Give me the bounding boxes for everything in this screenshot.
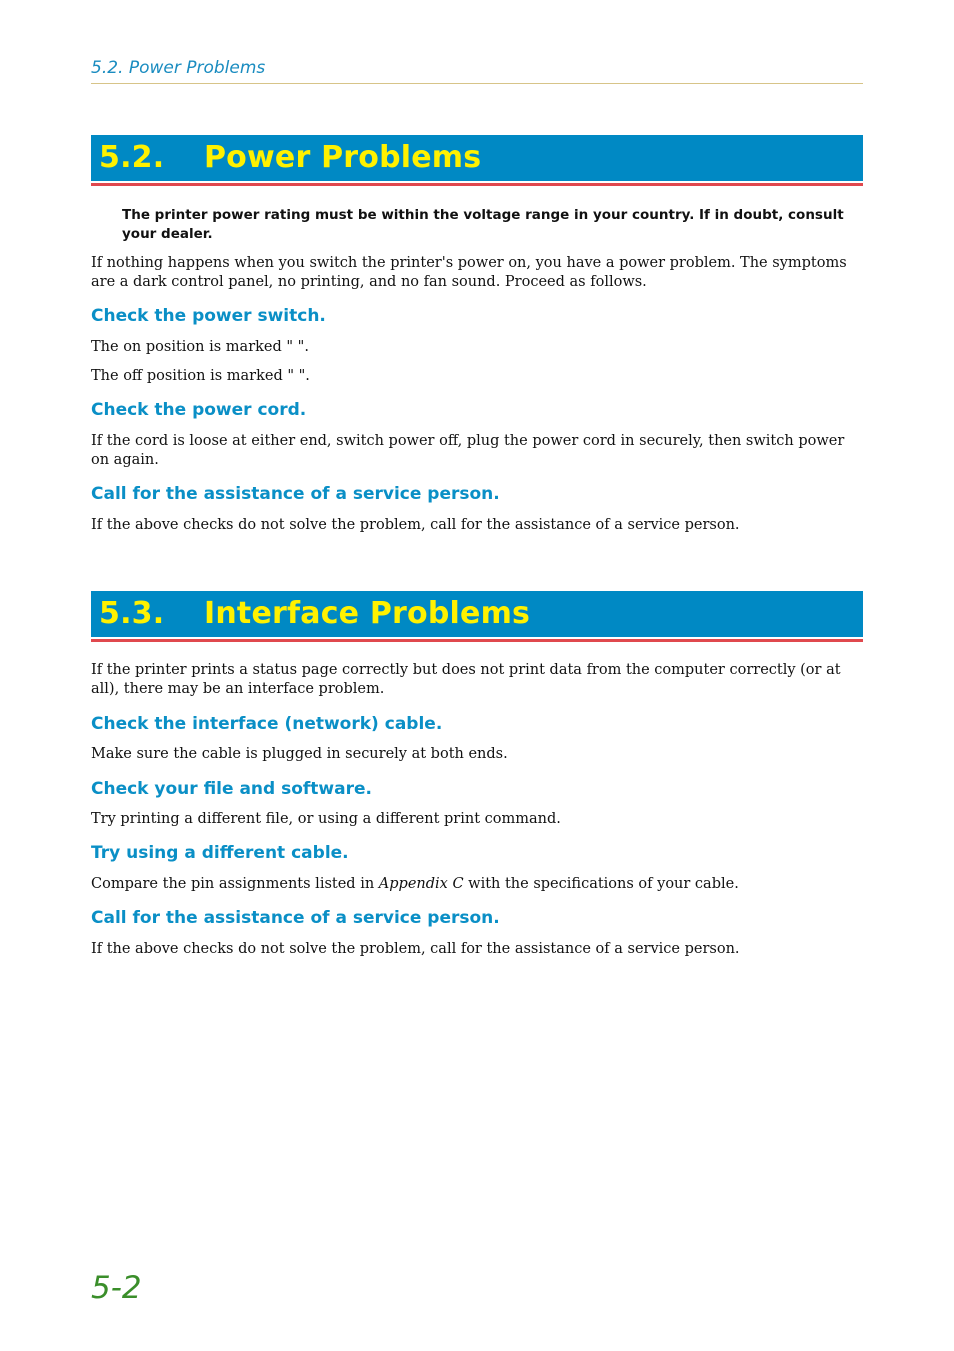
power-intro-paragraph: If nothing happens when you switch the printer's power on, you have a power problem. The symptoms are a dark control panel, no printing, and no fan sound. Proceed as follows. [91, 255, 847, 290]
appendix-c-reference: Appendix C [378, 876, 464, 892]
subheading-try-different-cable: Try using a different cable. [91, 843, 349, 863]
subheading-check-power-cord: Check the power cord. [91, 400, 307, 420]
call-service-paragraph-2: If the above checks do not solve the problem, call for the assistance of a service person. [91, 941, 740, 957]
power-cord-paragraph: If the cord is loose at either end, switch power off, plug the power cord in securely, then switch power on again. [91, 433, 845, 468]
page-number: 5-2 [91, 1270, 142, 1306]
call-service-paragraph-1: If the above checks do not solve the problem, call for the assistance of a service person. [91, 517, 740, 533]
power-switch-on-text: The on position is marked " ". [91, 339, 309, 355]
power-rating-note: The printer power rating must be within the voltage range in your country. If in doubt, consult your dealer. [122, 207, 844, 242]
subheading-call-service-1: Call for the assistance of a service person. [91, 484, 500, 504]
subheading-check-interface-cable: Check the interface (network) cable. [91, 714, 443, 734]
power-switch-off-text: The off position is marked " ". [91, 368, 310, 384]
section-number: 5.2. [99, 140, 165, 175]
section-title: Power Problems [204, 140, 482, 175]
section-number: 5.3. [99, 596, 165, 631]
interface-intro-paragraph: If the printer prints a status page correctly but does not print data from the computer correctly (or at all), there may be an interface problem. [91, 662, 841, 697]
running-header [91, 58, 863, 84]
section-5-3-banner [91, 591, 863, 637]
different-cable-text-after: with the specifications of your cable. [463, 876, 739, 892]
running-header-text: 5.2. Power Problems [91, 58, 266, 78]
file-software-paragraph: Try printing a different file, or using a different print command. [91, 811, 561, 827]
subheading-check-power-switch: Check the power switch. [91, 306, 326, 326]
section-5-2-banner [91, 135, 863, 181]
section-title: Interface Problems [204, 596, 531, 631]
different-cable-paragraph [91, 875, 863, 894]
interface-cable-paragraph: Make sure the cable is plugged in securely at both ends. [91, 746, 508, 762]
subheading-check-file-software: Check your file and software. [91, 779, 372, 799]
different-cable-text-before: Compare the pin assignments listed in [91, 876, 379, 892]
subheading-call-service-2: Call for the assistance of a service person. [91, 908, 500, 928]
